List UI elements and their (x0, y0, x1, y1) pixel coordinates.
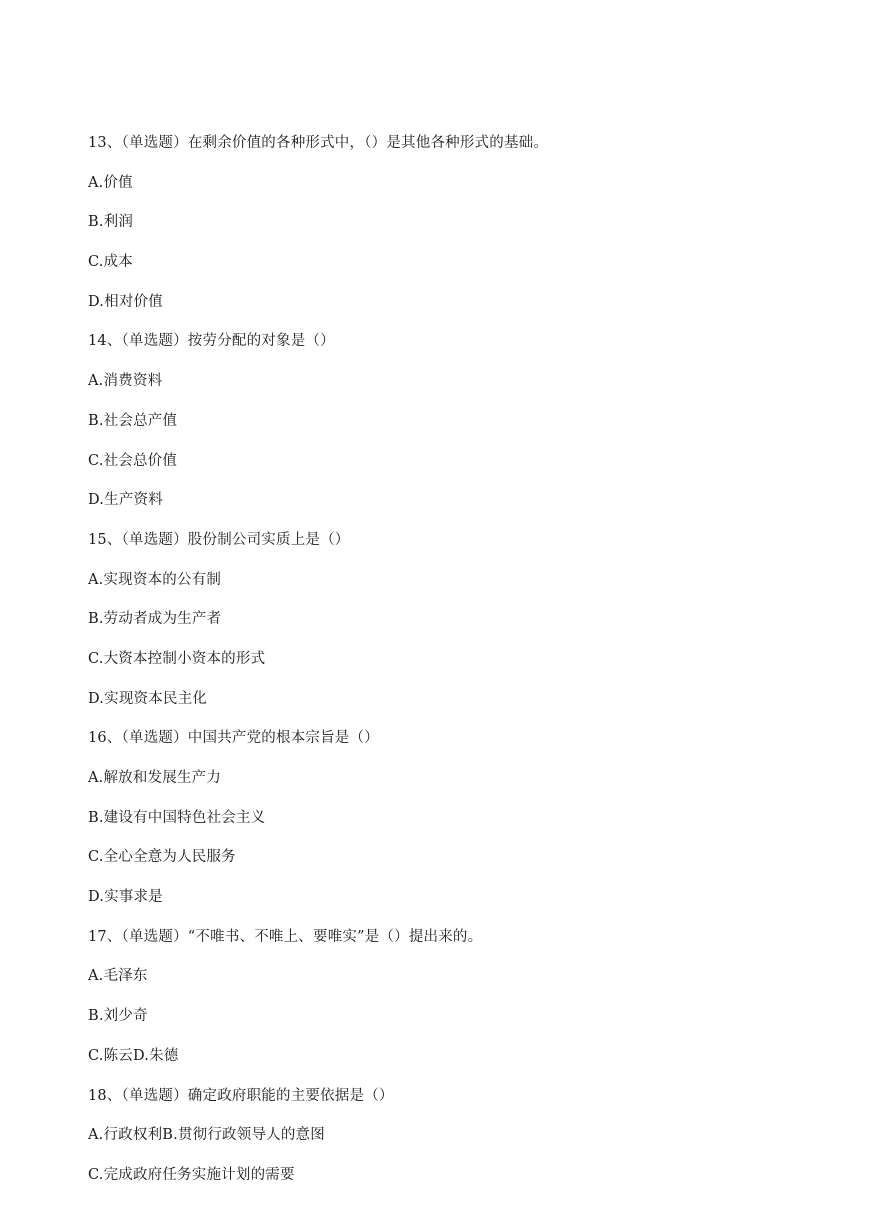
question-14-option-c: C.社会总价值 (88, 452, 178, 469)
question-13-prompt: 13、（单选题）在剩余价值的各种形式中，（）是其他各种形式的基础。 (88, 135, 549, 151)
question-17-option-a: A.毛泽东 (88, 968, 148, 985)
question-16-option-b: B.建设有中国特色社会主义 (88, 809, 266, 826)
question-13-option-b: B.利润 (88, 214, 134, 231)
question-14-option-a: A.消费资料 (88, 373, 163, 390)
question-13-option-a: A.价值 (88, 174, 133, 191)
question-14-prompt: 14、（单选题）按劳分配的对象是（） (88, 333, 335, 350)
question-18-option-ab: A.行政权利B.贯彻行政领导人的意图 (88, 1127, 325, 1144)
question-16-option-a: A.解放和发展生产力 (88, 770, 222, 786)
question-17-prompt: 17、（单选题）“不唯书、不唯上、要唯实”是（）提出来的。 (88, 928, 483, 945)
question-17-option-b: B.刘少奇 (88, 1008, 148, 1025)
question-17-option-cd: C.陈云D.朱德 (88, 1047, 179, 1064)
question-15-option-d: D.实现资本民主化 (88, 690, 208, 707)
question-16-option-c: C.全心全意为人民服务 (88, 849, 236, 866)
question-16-prompt: 16、（单选题）中国共产党的根本宗旨是（） (88, 730, 379, 747)
question-14-option-d: D.生产资料 (88, 492, 163, 509)
question-15-option-c: C.大资本控制小资本的形式 (88, 650, 266, 667)
question-15-option-a: A.实现资本的公有制 (88, 571, 222, 588)
question-13-option-d: D.相对价值 (88, 293, 163, 310)
question-15-option-b: B.劳动者成为生产者 (88, 611, 222, 628)
question-18-option-c: C.完成政府任务实施计划的需要 (88, 1166, 295, 1183)
document-page (88, 133, 848, 1205)
question-16-option-d: D.实事求是 (88, 889, 163, 906)
question-13-option-c: C.成本 (88, 254, 133, 271)
question-14-option-b: B.社会总产值 (88, 412, 178, 429)
question-18-prompt: 18、（单选题）确定政府职能的主要依据是（） (88, 1087, 394, 1104)
question-15-prompt: 15、（单选题）股份制公司实质上是（） (88, 531, 350, 548)
